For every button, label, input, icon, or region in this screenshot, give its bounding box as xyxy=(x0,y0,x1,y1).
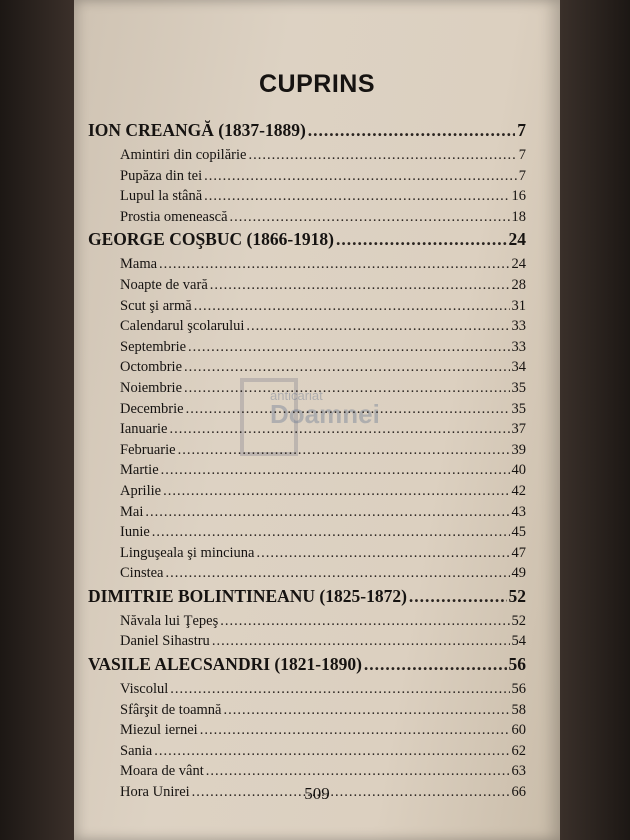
book-page xyxy=(74,0,560,840)
toc-page-number: 7 xyxy=(518,167,526,184)
dot-leader xyxy=(204,168,517,185)
toc-section-row xyxy=(88,229,526,256)
toc-page-number: 43 xyxy=(511,503,526,520)
dot-leader xyxy=(364,654,507,675)
toc-item-row xyxy=(120,188,526,209)
toc-item-label: Prostia omenească xyxy=(120,208,228,225)
dot-leader xyxy=(170,681,509,698)
toc-page-number: 37 xyxy=(511,421,526,438)
toc-section-label: ION CREANGĂ (1837-1889) xyxy=(88,120,306,140)
toc-page-number: 34 xyxy=(511,359,526,376)
toc-page-number: 35 xyxy=(511,379,526,396)
toc-section-row xyxy=(88,120,526,147)
dot-leader xyxy=(178,442,510,459)
toc-item-label: Sfârşit de toamnă xyxy=(120,701,222,718)
toc-item-row xyxy=(120,743,526,764)
page-number: 509 xyxy=(304,784,330,803)
toc-item-label: Iunie xyxy=(120,524,150,541)
dot-leader xyxy=(170,421,510,438)
toc-item-row xyxy=(120,524,526,545)
toc-item-row xyxy=(120,209,526,230)
toc-item-row xyxy=(120,613,526,634)
dot-leader xyxy=(184,359,509,376)
toc-item-label: Moara de vânt xyxy=(120,763,204,780)
toc-item-row xyxy=(120,633,526,654)
dot-leader xyxy=(230,209,510,226)
toc-page-number: 33 xyxy=(511,318,526,335)
toc-item-label: Mama xyxy=(120,256,158,273)
toc-page-number: 42 xyxy=(511,482,526,499)
toc-item-label: Februarie xyxy=(120,441,176,458)
dot-leader xyxy=(145,504,509,521)
dot-leader xyxy=(336,229,507,250)
toc-item-label: Cinstea xyxy=(120,565,164,582)
toc-item-label: Octombrie xyxy=(120,359,183,376)
toc-page-number: 35 xyxy=(511,400,526,417)
toc-item-row xyxy=(120,565,526,586)
toc-page-number: 7 xyxy=(517,120,526,140)
toc-page-number: 40 xyxy=(511,462,526,479)
toc-item-label: Calendarul şcolarului xyxy=(120,318,245,335)
toc-item-label: Daniel Sihastru xyxy=(120,633,210,650)
dot-leader xyxy=(163,483,509,500)
toc-item-label: Linguşeala şi minciuna xyxy=(120,544,255,561)
toc-page-number: 58 xyxy=(511,701,526,718)
book-left-shadow xyxy=(0,0,74,840)
dot-leader xyxy=(159,256,509,273)
toc-page-number: 45 xyxy=(511,524,526,541)
toc-item-row xyxy=(120,380,526,401)
dot-leader xyxy=(188,339,509,356)
toc-page-number: 54 xyxy=(511,633,526,650)
toc-page-number: 49 xyxy=(511,565,526,582)
toc-section-row xyxy=(88,586,526,613)
toc-item-row xyxy=(120,545,526,566)
toc-item-row xyxy=(120,442,526,463)
toc-page-number: 33 xyxy=(511,338,526,355)
toc-page-number: 47 xyxy=(511,544,526,561)
toc-item-row xyxy=(120,298,526,319)
toc-section-label: GEORGE COŞBUC (1866-1918) xyxy=(88,229,334,250)
toc-page-number: 52 xyxy=(508,585,526,606)
toc-item-row xyxy=(120,359,526,380)
page-title: CUPRINS xyxy=(258,70,375,98)
dot-leader xyxy=(152,524,510,541)
toc-item-label: Amintiri din copilărie xyxy=(120,147,247,163)
toc-item-row xyxy=(120,318,526,339)
toc-item-label: Lupul la stână xyxy=(120,188,203,205)
toc-page-number: 62 xyxy=(511,742,526,759)
toc-item-row xyxy=(120,483,526,504)
toc-item-row xyxy=(120,256,526,277)
dot-leader xyxy=(257,545,510,562)
toc-item-label: Viscolul xyxy=(120,681,169,698)
toc-item-row xyxy=(120,339,526,360)
toc-item-label: Sania xyxy=(120,742,153,759)
toc-item-label: Martie xyxy=(120,462,159,479)
toc-item-row xyxy=(120,462,526,483)
dot-leader xyxy=(194,298,510,315)
table-of-contents xyxy=(88,120,526,805)
dot-leader xyxy=(166,565,510,582)
toc-item-label: Scut şi armă xyxy=(120,297,192,314)
toc-item-row xyxy=(120,401,526,422)
toc-page-number: 63 xyxy=(511,763,526,780)
dot-leader xyxy=(246,318,509,335)
toc-item-label: Ianuarie xyxy=(120,421,168,438)
toc-item-label: Septembrie xyxy=(120,338,187,355)
toc-item-label: Noapte de vară xyxy=(120,276,208,293)
dot-leader xyxy=(154,743,509,760)
toc-item-label: Decembrie xyxy=(120,400,184,417)
toc-page-number: 24 xyxy=(508,229,526,250)
toc-page-number: 18 xyxy=(511,208,526,225)
book-right-edge xyxy=(560,0,630,840)
dot-leader xyxy=(206,763,510,780)
toc-page-number: 28 xyxy=(511,276,526,293)
toc-page-number: 56 xyxy=(508,654,526,675)
toc-item-row xyxy=(120,277,526,298)
toc-page-number: 39 xyxy=(511,441,526,458)
toc-item-row xyxy=(120,763,526,784)
toc-page-number: 56 xyxy=(511,681,526,698)
toc-page-number: 60 xyxy=(511,722,526,739)
toc-section-label: VASILE ALECSANDRI (1821-1890) xyxy=(88,654,362,675)
dot-leader xyxy=(223,702,509,719)
dot-leader xyxy=(409,586,507,607)
toc-item-row xyxy=(120,702,526,723)
toc-item-label: Aprilie xyxy=(120,482,162,499)
toc-item-row xyxy=(120,504,526,525)
watermark-line1: anticariat xyxy=(270,388,323,403)
toc-item-label: Mai xyxy=(120,503,144,520)
dot-leader xyxy=(204,188,509,205)
toc-item-row xyxy=(120,421,526,442)
dot-leader xyxy=(184,380,509,397)
dot-leader xyxy=(212,633,510,650)
toc-item-label: Miezul iernei xyxy=(120,722,198,739)
toc-item-label: Noiembrie xyxy=(120,379,183,396)
toc-item-label: Pupăza din tei xyxy=(120,167,203,184)
dot-leader xyxy=(220,613,509,630)
toc-item-row xyxy=(120,681,526,702)
dot-leader xyxy=(308,120,515,141)
toc-item-label: Năvala lui Ţepeş xyxy=(120,612,219,629)
dot-leader xyxy=(161,462,510,479)
toc-item-label: Hora Unirei xyxy=(120,784,190,801)
toc-item-row xyxy=(120,168,526,189)
dot-leader xyxy=(200,722,510,739)
toc-page-number: 66 xyxy=(511,784,526,801)
dot-leader xyxy=(186,401,510,418)
toc-section-label: DIMITRIE BOLINTINEANU (1825-1872) xyxy=(88,585,407,606)
watermark-line2: Doamnei xyxy=(270,399,380,429)
toc-page-number: 52 xyxy=(511,612,526,629)
toc-page-number: 31 xyxy=(511,297,526,314)
dot-leader xyxy=(210,277,510,294)
toc-section-row xyxy=(88,654,526,681)
toc-page-number: 16 xyxy=(511,188,526,205)
toc-page-number: 7 xyxy=(518,147,526,163)
toc-item-row xyxy=(120,722,526,743)
dot-leader xyxy=(248,147,516,164)
toc-item-row xyxy=(120,147,526,168)
toc-page-number: 24 xyxy=(511,256,526,273)
